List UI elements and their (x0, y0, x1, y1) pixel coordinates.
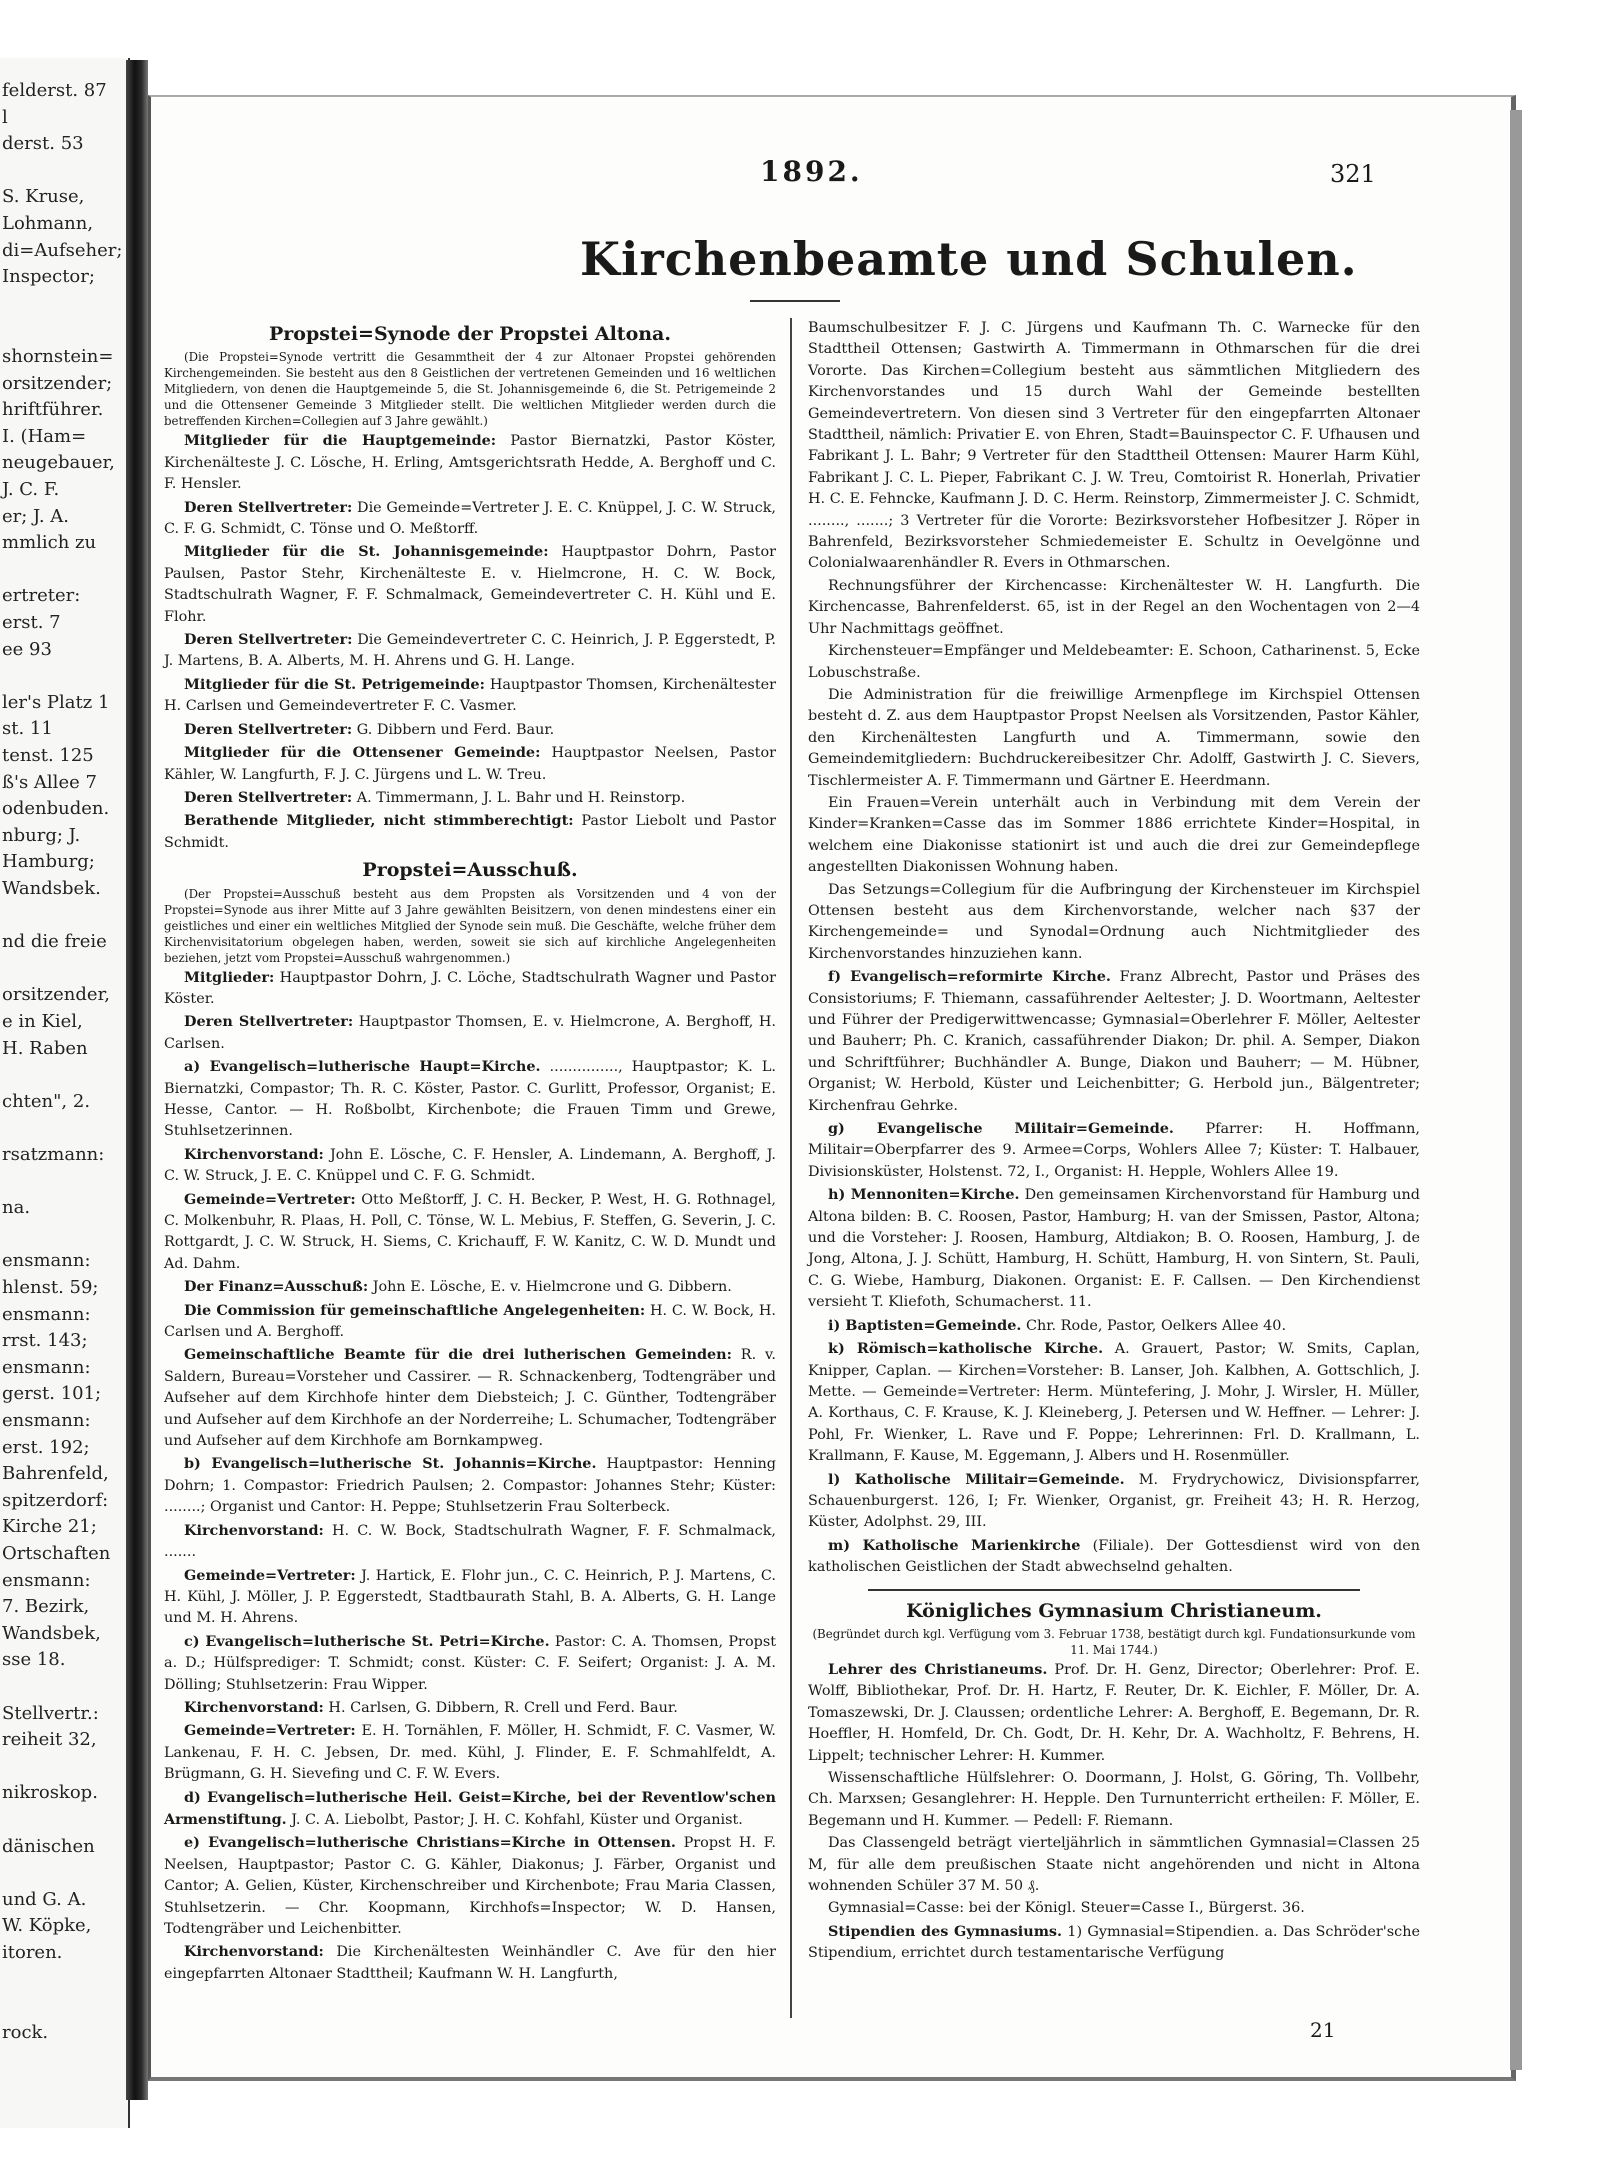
section-note: (Die Propstei=Synode vertritt die Gesammtheit der 4 zur Altonaer Propstei gehörenden Kirchengemeinden. Sie besteht aus den 8 Geistlichen der vertretenen Gemeinden und 16 weltlichen Mitgliedern, von denen die Hauptgemeinde 5, die St. Johannisgemeinde 6, die St. Petrigemeinde 2 und die Ottensener Gemeinde 3 Mitglieder stellt. Die weltlichen Mitglieder werden durch die betreffenden Kirchen=Collegien auf 3 Jahre gewählt.) (164, 350, 776, 429)
paragraph-text: A. Grauert, Pastor; W. Smits, Caplan, Knipper, Caplan. — Kirchen=Vorsteher: B. Lanser, Joh. Kalbhen, A. Gottschlich, J. Mette. — Gemeinde=Vertreter: Herm. Müntefering, J. Mohr, J. Wirsler, H. Müller, A. Korthaus, C. F. Krause, K. J. Kleineberg, J. Petersen und W. Heffner. — Lehrer: J. Pohl, Fr. Wienker, L. Rave und F. Poppe; Lehrerinnen: Frl. D. Krallmann, L. Krallmann, F. Kause, M. Eggemann, J. Albers und H. Rosenmüller. (808, 1341, 1420, 1465)
paragraph-lead: g) Evangelische Militair=Gemeinde. (828, 1120, 1174, 1138)
paragraph-text: H. Carlsen, G. Dibbern, R. Crell und Ferd. Baur. (323, 1699, 678, 1716)
paragraph-text: Pfarrer: H. Hoffmann, Militair=Oberpfarrer des 9. Armee=Corps, Wohlers Allee 7; Küster: T. Halbauer, Divisionsküster, Holstenst. 72, I., Organist: H. Hepple, Wohlers Allee 19. (808, 1121, 1420, 1180)
paragraph (164, 1344, 776, 1452)
paragraph-text: J. C. A. Liebolbt, Pastor; J. H. C. Kohfahl, Küster und Organist. (286, 1811, 743, 1828)
paragraph-lead: e) Evangelisch=lutherische Christians=Kirche in Ottensen. (184, 1834, 676, 1852)
facing-page-line: hlenst. 59; (2, 1277, 99, 1298)
paragraph-lead: Mitglieder: (184, 968, 275, 986)
signature-number: 21 (1310, 2018, 1336, 2042)
paragraph-lead: k) Römisch=katholische Kirche. (828, 1340, 1104, 1358)
facing-page-line: l (2, 106, 8, 128)
facing-page-line: neugebauer, (2, 452, 115, 474)
paragraph (808, 1921, 1420, 1965)
paragraph (808, 1338, 1420, 1467)
paragraph-lead: Berathende Mitglieder, nicht stimmberechtigt: (184, 812, 574, 830)
paragraph-lead: Gemeinde=Vertreter: (184, 1566, 356, 1584)
paragraph-text: Das Classengeld beträgt vierteljährlich in sämmtlichen Gymnasial=Classen 25 M, für alle dem preußischen Staate nicht angehörenden und nicht in Altona wohnenden Schüler 37 M. 50 ₰. (808, 1835, 1420, 1895)
page-title: Kirchenbeamte und Schulen. (580, 232, 1358, 286)
paragraph-text: John E. Lösche, E. v. Hielmcrone und G. Dibbern. (368, 1279, 732, 1296)
paragraph (164, 810, 776, 854)
page-number: 321 (1330, 160, 1376, 188)
paragraph (164, 719, 776, 741)
paragraph (164, 1011, 776, 1055)
paragraph (164, 1941, 776, 1985)
paragraph-text: Die Gemeindevertreter C. C. Heinrich, J. P. Eggerstedt, P. J. Martens, B. A. Alberts, M. H. Ahrens und G. H. Lange. (164, 632, 776, 670)
paragraph-text: Rechnungsführer der Kirchencasse: Kirchenältester W. H. Langfurth. Die Kirchencasse, Bahrenfelderst. 65, ist in der Regel an den Wochentagen von 2—4 Uhr Nachmittags geöffnet. (808, 577, 1420, 637)
paragraph-text: (Filiale). Der Gottesdienst wird von den katholischen Geistlichen der Stadt abwechselnd gehalten. (808, 1537, 1420, 1576)
paragraph (164, 1056, 776, 1143)
facing-page-line: rsatzmann: (2, 1144, 105, 1165)
paragraph (164, 1453, 776, 1518)
facing-page-line: ensmann: (2, 1250, 91, 1272)
paragraph-lead: Kirchenvorstand: (184, 1145, 324, 1163)
facing-page-line: derst. 53 (2, 133, 84, 155)
facing-page-line: 7. Bezirk, (2, 1596, 90, 1618)
paragraph-text: Pastor Biernatzki, Pastor Köster, Kirchenälteste J. C. Lösche, H. Erling, Amtsgerichtsrath Hedde, A. Berghoff und C. F. Hensler. (164, 433, 776, 493)
paragraph-lead: Deren Stellvertreter: (184, 720, 353, 738)
facing-page-line: sse 18. (2, 1649, 66, 1671)
facing-page-line: Wandsbek, (2, 1622, 101, 1644)
facing-page-line: Hamburg; (2, 851, 95, 873)
facing-page-line: ensmann: (2, 1303, 91, 1325)
facing-page-line: st. 11 (2, 718, 53, 740)
title-rule (750, 300, 840, 302)
paragraph (164, 430, 776, 495)
facing-page-line: er; J. A. (2, 505, 70, 527)
facing-page-line: ensmann: (2, 1410, 91, 1431)
paragraph (164, 1276, 776, 1298)
paragraph-lead: a) Evangelisch=lutherische Haupt=Kirche. (184, 1058, 541, 1076)
facing-page-line: W. Köpke, (2, 1915, 92, 1937)
facing-page-line: dänischen (2, 1835, 95, 1857)
paragraph-text: E. H. Tornählen, F. Möller, H. Schmidt, F. C. Vasmer, W. Lankenau, F. H. C. Jebsen, Dr. med. Kühl, J. Flinder, E. F. Schmahlfeldt, A. Brügmann, G. H. Sievefing und C. F. W. Evers. (164, 1723, 776, 1783)
facing-page-line: Wandsbek. (2, 878, 101, 899)
paragraph (808, 685, 1420, 792)
paragraph-lead: Mitglieder für die Ottensener Gemeinde: (184, 744, 541, 762)
facing-page-line: felderst. 87 (2, 80, 107, 101)
paragraph-text: Otto Meßtorff, J. C. H. Becker, P. West, H. G. Rothnagel, C. Molkenbuhr, R. Plaas, H. Poll, C. Tönse, W. L. Mebius, F. Steffen, G. Severin, J. C. Rottgardt, J. C. W. Struck, H. Siems, C. Krichauff, F. W. Kanitz, C. W. D. Mundt und Ad. Dahm. (164, 1191, 776, 1272)
section-heading: Propstei=Ausschuß. (362, 859, 578, 882)
paragraph (808, 318, 1420, 575)
paragraph (808, 1315, 1420, 1337)
facing-page-line: chten", 2. (2, 1090, 91, 1112)
paragraph-text: Hauptpastor Thomsen, Kirchenältester H. Carlsen und Gemeindevertreter F. C. Vasmer. (164, 676, 776, 715)
section-heading: Propstei=Synode der Propstei Altona. (269, 323, 671, 345)
facing-page-line: spitzerdorf: (2, 1489, 109, 1511)
paragraph (808, 1184, 1420, 1313)
paragraph-text: Wissenschaftliche Hülfslehrer: O. Doormann, J. Holst, G. Göring, Th. Vollbehr, Ch. Marxsen; Gesanglehrer: H. Hepple. Den Turnunterricht ertheilen: F. Möller, E. Begemann und H. Kummer. — Pedell: F. Riemann. (808, 1770, 1420, 1829)
paragraph (164, 1520, 776, 1564)
paragraph-lead: Die Commission für gemeinschaftliche Angelegenheiten: (184, 1301, 646, 1319)
paragraph-text: G. Dibbern und Ferd. Baur. (352, 721, 555, 738)
paragraph-text: R. v. Saldern, Bureau=Vorsteher und Cassirer. — R. Schnackenberg, Todtengräber und Aufseher auf dem Kirchhofe hinter dem Diebsteich; J. C. Günther, Todtengräber und Aufseher auf dem Kirchhofe an der Norderreihe; L. Schumacher, Todtengräber und Aufseher auf dem Kirchhofe am Bornkampweg. (164, 1347, 776, 1450)
paragraph (808, 576, 1420, 640)
facing-page-line: S. Kruse, (2, 186, 85, 208)
facing-page-line: I. (Ham= (2, 425, 87, 447)
facing-page-line: Ortschaften (2, 1543, 111, 1564)
facing-page-line: na. (2, 1197, 31, 1219)
paragraph (164, 1631, 776, 1696)
paragraph-text: H. C. W. Bock, H. Carlsen und A. Berghoff. (164, 1302, 776, 1341)
right-column (808, 318, 1420, 1966)
paragraph-text: ..............., Hauptpastor; K. L. Biernatzki, Compastor; Th. R. C. Köster, Pastor. C. Gurlitt, Professor, Organist; E. Hesse, Cantor. — H. Roßbolbt, Kirchenbote; die Frauen Timm und Grewe, Stuhlsetzerinnen. (164, 1059, 776, 1140)
paragraph (808, 1535, 1420, 1579)
section-heading: Königliches Gymnasium Christianeum. (906, 1599, 1322, 1622)
facing-page-line: reiheit 32, (2, 1729, 97, 1751)
paragraph (164, 1144, 776, 1188)
page-edge (1510, 110, 1522, 2070)
facing-page-line: ensmann: (2, 1356, 91, 1378)
facing-page-fragment (0, 58, 130, 2128)
paragraph-lead: Stipendien des Gymnasiums. (828, 1922, 1063, 1940)
paragraph-text: Hauptpastor: Henning Dohrn; 1. Compastor: Friedrich Paulsen; 2. Compastor: Johannes Stehr; Küster: ........; Organist und Cantor: H. Peppe; Stuhlsetzerin Frau Solterbeck. (164, 1456, 777, 1516)
facing-page-line: Bahrenfeld, (2, 1463, 109, 1485)
facing-page-line: di=Aufseher; (2, 239, 123, 261)
paragraph-lead: d) Evangelisch=lutherische Heil. Geist=Kirche, bei der Reventlow'schen Armenstiftung. (164, 1788, 776, 1828)
facing-page-line: ee 93 (2, 638, 52, 660)
paragraph-lead: m) Katholische Marienkirche (828, 1536, 1081, 1554)
paragraph (808, 966, 1420, 1117)
paragraph-lead: Gemeinschaftliche Beamte für die drei lutherischen Gemeinden: (184, 1346, 732, 1364)
paragraph-lead: c) Evangelisch=lutherische St. Petri=Kirche. (184, 1632, 550, 1650)
facing-page-line: tenst. 125 (2, 745, 94, 766)
paragraph-text: Propst H. F. Neelsen, Hauptpastor; Pastor C. G. Kähler, Diakonus; J. Färber, Organist und Cantor; A. Gelien, Küster, Kirchenschreiber und Kirchenbote; Frau Maria Classen, Stuhlsetzerin. — Chr. Koopmann, Kirchhofs=Inspector; W. D. Hansen, Todtengräber und Leichenbitter. (164, 1835, 776, 1937)
facing-page-line: orsitzender; (2, 372, 113, 394)
paragraph (808, 1469, 1420, 1534)
paragraph-text: Kirchensteuer=Empfänger und Meldebeamter: E. Schoon, Catharinenst. 5, Ecke Lobuschstraße. (808, 643, 1420, 681)
facing-page-line: shornstein= (2, 346, 114, 367)
paragraph-text: Franz Albrecht, Pastor und Präses des Consistoriums; F. Thiemann, cassaführender Aeltester; J. D. Woortmann, Aeltester und Führer der Predigerwittwencasse; Gymnasial=Oberlehrer F. Möller, Aeltester und Bauherr; Ph. C. Kranich, cassaführender Diakon; Dr. phil. A. Semper, Diakon und Schriftführer; Buchhändler A. Bunge, Diakon und Bauherr; — M. Hübner, Organist; W. Herbold, Küster und Leichenbitter; G. Herbold jun., Bälgentreter; Kirchenfrau Gehrke. (808, 969, 1420, 1114)
paragraph-text: Die Administration für die freiwillige Armenpflege im Kirchspiel Ottensen besteht d. Z. aus dem Hauptpastor Propst Neelsen als Vorsitzenden, Pastor Kähler, den Kirchenältesten Langfurth und A. Timmermann, sowie den Gemeindemitgliedern: Buchdruckereibesitzer Chr. Adolff, Gastwirth J. C. Sievers, Tischlermeister A. F. Timmermann und Gärtner E. Heerdmann. (808, 686, 1420, 789)
paragraph-text: 1) Gymnasial=Stipendien. a. Das Schröder'sche Stipendium, errichtet durch testamentarische Verfügung (808, 1923, 1420, 1962)
facing-page-line: itoren. (2, 1942, 63, 1963)
paragraph-text: Pastor: C. A. Thomsen, Propst a. D.; Hülfsprediger: T. Schmidt; const. Küster: C. F. Seifert; Organist: J. A. M. Dölling; Stuhlsetzerin: Frau Wipper. (164, 1633, 776, 1693)
paragraph-lead: Mitglieder für die Hauptgemeinde: (184, 432, 497, 450)
paragraph (164, 629, 776, 673)
paragraph (164, 1300, 776, 1344)
facing-page-line: ensmann: (2, 1569, 91, 1591)
paragraph-text: Hauptpastor Dohrn, Pastor Paulsen, Pastor Stehr, Kirchenälteste E. v. Hielmcrone, H. C. W. Bock, Stadtschulrath Wagner, F. F. Schmalmack, Gemeindevertreter C. H. Kühl und E. Flohr. (164, 544, 776, 625)
paragraph-text: A. Timmermann, J. L. Bahr und H. Reinstorp. (352, 789, 686, 806)
paragraph-text: H. C. W. Bock, Stadtschulrath Wagner, F. F. Schmalmack, ....... (164, 1522, 776, 1561)
paragraph (808, 1898, 1420, 1919)
paragraph-lead: Kirchenvorstand: (184, 1698, 324, 1716)
facing-page-line: orsitzender, (2, 984, 110, 1006)
paragraph-lead: Kirchenvorstand: (184, 1943, 324, 1961)
facing-page-line: erst. 7 (2, 612, 61, 633)
paragraph-lead: h) Mennoniten=Kirche. (828, 1186, 1020, 1204)
facing-page-line: rock. (2, 2021, 49, 2043)
facing-page-line: nd die freie (2, 931, 107, 953)
paragraph-text: M. Frydrychowicz, Divisionspfarrer, Schauenburgerst. 126, I; Fr. Wienker, Organist, gr. Freiheit 43; H. R. Herzog, Küster, Adolphst. 29, III. (808, 1471, 1420, 1531)
paragraph-text: Pastor Liebolt und Pastor Schmidt. (164, 813, 777, 851)
paragraph-text: Hauptpastor Neelsen, Pastor Kähler, W. Langfurth, F. J. C. Jürgens und L. W. Treu. (164, 745, 776, 783)
facing-page-line: H. Raben (2, 1037, 88, 1059)
paragraph-lead: Mitglieder für die St. Johannisgemeinde: (184, 543, 549, 561)
paragraph (164, 1787, 776, 1832)
facing-page-line: Inspector; (2, 266, 95, 288)
paragraph-lead: Deren Stellvertreter: (184, 788, 353, 806)
paragraph (164, 1565, 776, 1630)
paragraph (808, 880, 1420, 966)
book-gutter (126, 60, 148, 2100)
facing-page-line: Stellvertr.: (2, 1702, 99, 1724)
paragraph (808, 1768, 1420, 1832)
paragraph-lead: Kirchenvorstand: (184, 1521, 324, 1539)
paragraph (808, 1118, 1420, 1183)
paragraph-lead: Der Finanz=Ausschuß: (184, 1278, 369, 1296)
facing-page-line: ler's Platz 1 (2, 691, 110, 713)
paragraph (808, 641, 1420, 684)
section-note: (Der Propstei=Ausschuß besteht aus dem Propsten als Vorsitzenden und 4 von der Propstei=Synode aus ihrer Mitte auf 3 Jahre gewählten Beisitzern, von denen mindestens einer ein geistliches und einer ein weltliches Mitglied der Synode sein muß. Die Geschäfte, welche früher dem Kirchenvisitatorium obgelegen haben, werden, soweit sie sich auf kirchliche Angelegenheiten beziehen, jetzt vom Propstei=Ausschuß wahrgenommen.) (164, 886, 776, 965)
paragraph (164, 1832, 776, 1940)
paragraph-text: Die Kirchenältesten Weinhändler C. Ave für den hier eingepfarrten Altonaer Stadttheil; Kaufmann W. H. Langfurth, (164, 1944, 776, 1982)
paragraph (164, 1697, 776, 1719)
paragraph-text: Gymnasial=Casse: bei der Königl. Steuer=Casse I., Bürgerst. 36. (828, 1900, 1305, 1917)
paragraph-lead: l) Katholische Militair=Gemeinde. (828, 1470, 1125, 1488)
paragraph-text: Chr. Rode, Pastor, Oelkers Allee 40. (1021, 1317, 1287, 1334)
paragraph (164, 787, 776, 809)
paragraph-lead: Deren Stellvertreter: (184, 498, 353, 516)
paragraph (808, 793, 1420, 879)
paragraph-text: Das Setzungs=Collegium für die Aufbringung der Kirchensteuer im Kirchspiel Ottensen besteht aus dem Kirchenvorstande, welcher nach §37 der Kirchengemeinde= und Synodal=Ordnung auch Nichtmitglieder des Kirchenvorstandes hinzuziehen kann. (808, 881, 1420, 962)
paragraph-text: John E. Lösche, C. F. Hensler, A. Lindemann, A. Berghoff, J. C. W. Struck, J. E. C. Knüppel und C. F. G. Schmidt. (164, 1146, 776, 1185)
paragraph-lead: Deren Stellvertreter: (184, 631, 353, 649)
paragraph-lead: Deren Stellvertreter: (184, 1013, 354, 1031)
facing-page-line: und G. A. (2, 1888, 87, 1910)
facing-page-line: erst. 192; (2, 1436, 90, 1458)
paragraph (164, 497, 776, 541)
left-column (164, 318, 776, 1986)
facing-page-line: rrst. 143; (2, 1330, 88, 1352)
facing-page-line: Kirche 21; (2, 1516, 97, 1538)
facing-page-line: nikroskop. (2, 1782, 98, 1804)
paragraph-lead: Mitglieder für die St. Petrigemeinde: (184, 675, 485, 693)
paragraph-text: Hauptpastor Dohrn, J. C. Löche, Stadtschulrath Wagner und Pastor Köster. (164, 969, 776, 1007)
paragraph-lead: Lehrer des Christianeums. (828, 1660, 1048, 1678)
paragraph (164, 967, 776, 1011)
column-divider (790, 318, 792, 2018)
facing-page-line: J. C. F. (2, 479, 60, 500)
paragraph-lead: b) Evangelisch=lutherische St. Johannis=Kirche. (184, 1455, 597, 1473)
paragraph-lead: Gemeinde=Vertreter: (184, 1722, 356, 1740)
paragraph (808, 1659, 1420, 1767)
paragraph (808, 1833, 1420, 1897)
facing-page-line: Lohmann, (2, 213, 94, 234)
facing-page-line: nburg; J. (2, 824, 81, 846)
facing-page-line: ß's Allee 7 (2, 771, 97, 793)
section-note: (Begründet durch kgl. Verfügung vom 3. Februar 1738, bestätigt durch kgl. Fundationsurkunde vom 11. Mai 1744.) (812, 1626, 1416, 1657)
facing-page-line: hriftführer. (2, 399, 104, 421)
paragraph-text: Baumschulbesitzer F. J. C. Jürgens und Kaufmann Th. C. Warnecke für den Stadttheil Ottensen; Gastwirth A. Timmermann in Othmarschen für die drei Vororte. Das Kirchen=Collegium besteht aus sämmtlichen Mitgliedern des Kirchenvorstandes und 15 durch Wahl der Gemeinde bestellten Gemeindevertretern. Von diesen sind 3 Vertreter für den eingepfarrten Altonaer Stadttheil, nämlich: Privatier E. von Ehren, Stadt=Bauinspector C. F. Ufhausen und Fabrikant J. L. Bahr; 9 Vertreter für den Stadttheil Ottensen: Maurer Harm Kühl, Fabrikant J. C. L. Pieper, Fabrikant C. J. W. Treu, Comtoirist R. Honerlah, Privatier H. C. E. Fehncke, Kaufmann J. D. C. Herm. Reinstorp, Zimmermeister J. C. Schmidt, ........, .......; 3 Vertreter für die Vororte: Bezirksvorsteher Hofbesitzer J. Röper in Bahrenfeld, Bezirksvorsteher Schmiedemeister E. Schultz in Oevelgönne und Colonialwaarenhändler R. Evers in Othmarschen. (808, 320, 1420, 572)
paragraph-text: Ein Frauen=Verein unterhält auch in Verbindung mit dem Verein der Kinder=Kranken=Casse das im Sommer 1886 errichtete Kinder=Hospital, in welchem eine Diakonisse stationirt ist und auch die drei zur Gemeindepflege angestellten Diakonissen Wohnung haben. (808, 794, 1420, 876)
paragraph-lead: i) Baptisten=Gemeinde. (828, 1316, 1022, 1334)
paragraph-text: Den gemeinsamen Kirchenvorstand für Hamburg und Altona bilden: B. C. Roosen, Pastor, Hamburg; H. van der Smissen, Pastor, Altona; und die Vorsteher: J. Roosen, Hamburg, Altdiakon; B. O. Roosen, Hamburg, J. de Jong, Altona, J. J. Schütt, Hamburg, H. Schütt, Hamburg, H. von Sintern, St. Pauli, C. G. Wiebe, Hamburg, Diakonen. Organist: E. F. Callsen. — Den Kirchendienst versieht T. Kliefoth, Schumacherst. 11. (808, 1187, 1420, 1311)
facing-page-line: e in Kiel, (2, 1011, 83, 1032)
facing-page-line: odenbuden. (2, 798, 110, 820)
facing-page-line: mmlich zu (2, 532, 97, 554)
paragraph (164, 541, 776, 628)
paragraph (164, 1720, 776, 1785)
paragraph (164, 674, 776, 718)
paragraph-text: J. Hartick, E. Flohr jun., C. C. Heinrich, P. J. Martens, C. H. Kühl, J. Möller, J. P. Eggerstedt, Stadtbaurath Stahl, B. A. Alberts, G. H. Lange und M. H. Ahrens. (164, 1567, 776, 1627)
paragraph-lead: f) Evangelisch=reformirte Kirche. (828, 968, 1111, 986)
paragraph-text: Die Gemeinde=Vertreter J. E. C. Knüppel, J. C. W. Struck, C. F. G. Schmidt, C. Tönse und O. Meßtorff. (164, 499, 776, 538)
paragraph-text: Hauptpastor Thomsen, E. v. Hielmcrone, A. Berghoff, H. Carlsen. (164, 1014, 776, 1052)
section-rule (868, 1589, 1360, 1591)
facing-page-line: gerst. 101; (2, 1383, 102, 1405)
paragraph-text: Prof. Dr. H. Genz, Director; Oberlehrer: Prof. E. Wolff, Bibliothekar, Prof. Dr. H. Hartz, F. Reuter, Dr. K. Eichler, F. Möller, Dr. A. Tomaszewski, Dr. J. Claussen; ordentliche Lehrer: A. Berghoff, E. Begemann, Dr. R. Hoeffler, H. Homfeld, Dr. Ch. Godt, Dr. H. Kehr, Dr. A. Wachholtz, F. Behrens, H. Lippelt; technischer Lehrer: H. Kummer. (808, 1661, 1420, 1764)
paragraph-lead: Gemeinde=Vertreter: (184, 1190, 356, 1208)
paragraph (164, 742, 776, 786)
page-year: 1892. (760, 155, 863, 188)
paragraph (164, 1189, 776, 1276)
facing-page-line: ertreter: (2, 585, 81, 607)
